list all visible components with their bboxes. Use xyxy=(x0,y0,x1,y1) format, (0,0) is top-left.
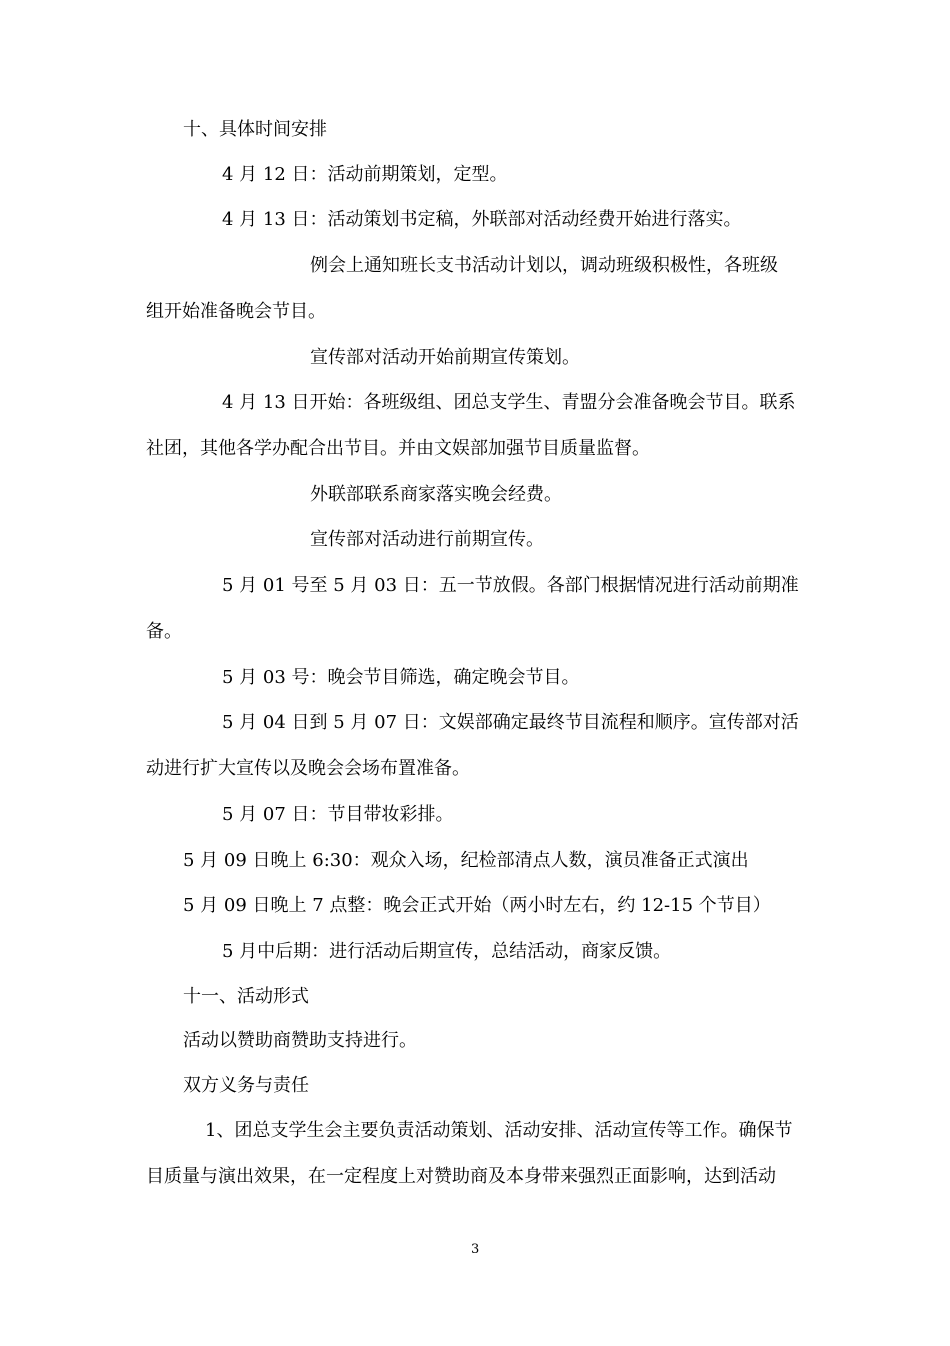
schedule-line: 5 月 09 日晚上 6:30：观众入场，纪检部清点人数，演员准备正式演出 xyxy=(183,850,749,871)
schedule-line: 4 月 13 日：活动策划书定稿，外联部对活动经费开始进行落实。 xyxy=(222,209,742,230)
schedule-line: 5 月 07 日：节目带妆彩排。 xyxy=(222,804,454,825)
schedule-line: 组开始准备晚会节目。 xyxy=(146,301,326,322)
body-line: 活动以赞助商赞助支持进行。 xyxy=(183,1030,417,1051)
schedule-line: 5 月中后期：进行活动后期宣传，总结活动，商家反馈。 xyxy=(222,941,672,962)
schedule-line: 例会上通知班长支书活动计划以，调动班级积极性，各班级 xyxy=(310,255,778,276)
schedule-line: 5 月 01 号至 5 月 03 日：五一节放假。各部门根据情况进行活动前期准 xyxy=(222,575,799,596)
section-heading-schedule: 十、具体时间安排 xyxy=(183,119,327,140)
schedule-line: 5 月 09 日晚上 7 点整：晚会正式开始（两小时左右，约 12-15 个节目） xyxy=(183,895,771,916)
body-line: 1、团总支学生会主要负责活动策划、活动安排、活动宣传等工作。确保节 xyxy=(205,1120,793,1141)
schedule-line: 外联部联系商家落实晚会经费。 xyxy=(310,484,562,505)
page-number: 3 xyxy=(471,1242,480,1257)
schedule-line: 宣传部对活动进行前期宣传。 xyxy=(310,529,544,550)
schedule-line: 5 月 04 日到 5 月 07 日：文娱部确定最终节目流程和顺序。宣传部对活 xyxy=(222,712,799,733)
schedule-line: 5 月 03 号：晚会节目筛选，确定晚会节目。 xyxy=(222,667,580,688)
body-line: 目质量与演出效果，在一定程度上对赞助商及本身带来强烈正面影响，达到活动 xyxy=(146,1166,776,1187)
schedule-line: 动进行扩大宣传以及晚会会场布置准备。 xyxy=(146,758,470,779)
section-heading-activity-form: 十一、活动形式 xyxy=(183,986,309,1007)
schedule-line: 4 月 13 日开始：各班级组、团总支学生、青盟分会准备晚会节目。联系 xyxy=(222,392,796,413)
schedule-line: 社团，其他各学办配合出节目。并由文娱部加强节目质量监督。 xyxy=(146,438,650,459)
subheading-obligations: 双方义务与责任 xyxy=(183,1075,309,1096)
schedule-line: 宣传部对活动开始前期宣传策划。 xyxy=(310,347,580,368)
schedule-line: 备。 xyxy=(146,621,182,642)
schedule-line: 4 月 12 日：活动前期策划，定型。 xyxy=(222,164,508,185)
